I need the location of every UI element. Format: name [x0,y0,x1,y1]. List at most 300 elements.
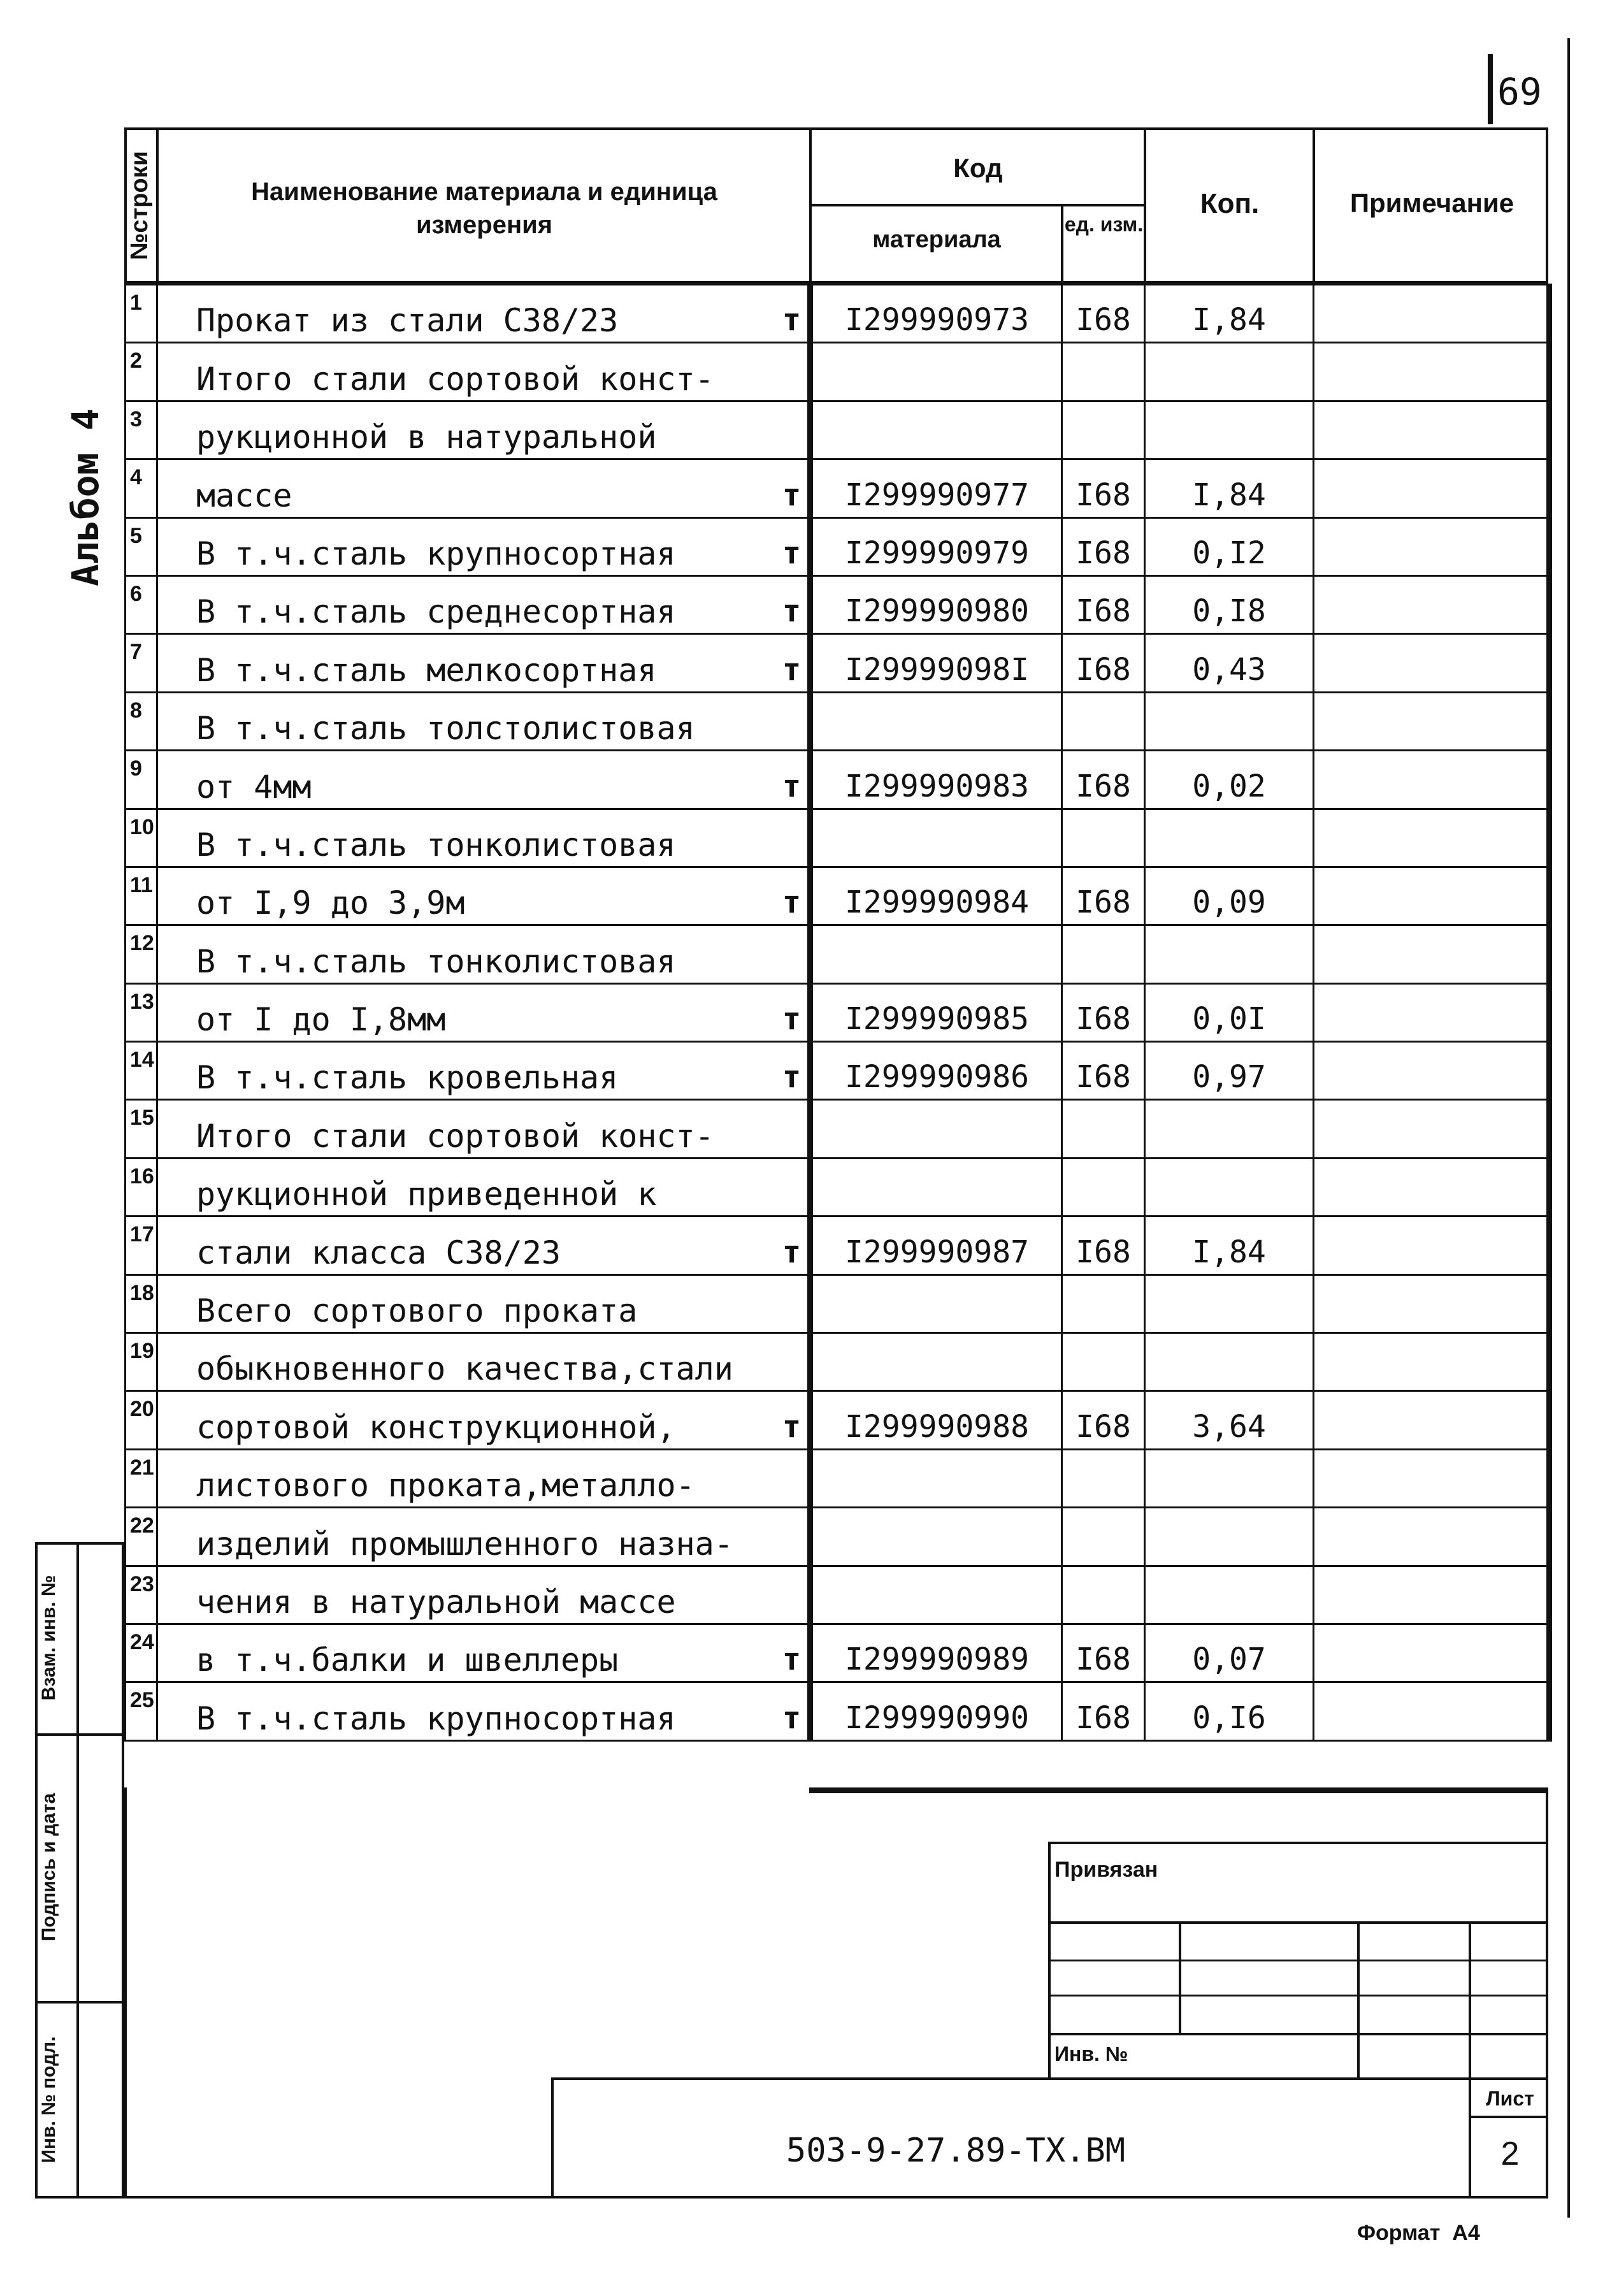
row-note [1314,1449,1550,1507]
row-quantity-text: 0,43 [1192,651,1266,688]
row-quantity-text: 0,I6 [1192,1700,1266,1736]
header-divider-qty [1144,127,1146,284]
row-unit-code [1062,1566,1145,1624]
row-number-text: 25 [130,1688,154,1713]
table-row [126,692,1550,750]
row-unit-code [1062,343,1145,401]
row-unit: т [782,1234,801,1270]
table-row [126,1508,1550,1566]
row-note [1314,751,1550,809]
row-quantity [1145,1158,1314,1216]
table-row [126,343,1550,401]
header-code-material: материала [872,226,1001,253]
table-row [126,867,1550,925]
table-row [126,285,1550,343]
row-unit-code-text: I68 [1076,1234,1131,1270]
row-material-name [157,809,810,867]
row-material-code [810,925,1062,983]
row-unit-code [1062,285,1145,343]
row-material-code-text: I299990989 [845,1642,1029,1678]
row-material-name-text: В т.ч.сталь толстолистовая [196,710,695,747]
table-row [126,1566,1550,1624]
row-quantity [1145,1682,1314,1740]
album-label: Альбом 4 [64,408,107,586]
stamp-line-1 [1048,1921,1548,1924]
row-material-code-text: I299990985 [845,1001,1029,1037]
row-material-name-text: в т.ч.балки и швеллеры [196,1642,619,1679]
left-strip-inner [76,1542,79,2199]
table-row [126,1158,1550,1216]
row-number [126,692,157,750]
row-material-name-text: от I до I,8мм [196,1001,446,1039]
row-unit: т [782,651,801,688]
row-quantity-text: 0,0I [1192,1001,1266,1037]
row-number [126,1100,157,1158]
row-unit-code [1062,809,1145,867]
row-unit-code [1062,575,1145,633]
row-material-code-text: I299990990 [845,1700,1029,1736]
row-material-name-text: В т.ч.сталь крупносортная [196,535,676,572]
row-material-name-text: Всего сортового проката [196,1292,638,1330]
row-material-code-text: I299990973 [845,302,1029,338]
row-unit-code-text: I68 [1076,768,1131,804]
row-note [1314,867,1550,925]
row-number-text: 23 [130,1571,154,1596]
row-number [126,809,157,867]
row-material-code-text: I299990984 [845,884,1029,921]
row-number-text: 2 [130,349,142,373]
row-number-text: 17 [130,1222,154,1247]
row-quantity [1145,1217,1314,1274]
table-row [126,459,1550,517]
row-quantity-text: 0,07 [1192,1642,1266,1678]
row-note [1314,1100,1550,1158]
row-quantity [1145,1449,1314,1507]
row-quantity [1145,692,1314,750]
header-code-unit: ед. изм. [1064,213,1144,236]
row-number [126,1042,157,1100]
row-unit: т [782,1059,801,1095]
row-material-code [810,517,1062,575]
row-unit-code [1062,925,1145,983]
row-material-code [810,809,1062,867]
row-number [126,983,157,1041]
row-note [1314,343,1550,401]
row-number [126,1449,157,1507]
row-note [1314,1682,1550,1740]
row-number-text: 1 [130,291,142,315]
row-material-code [810,983,1062,1041]
row-unit-code [1062,692,1145,750]
page-number: 69 [1497,70,1542,113]
row-unit-code-text: I68 [1076,1642,1131,1678]
row-quantity [1145,1042,1314,1100]
row-number-text: 20 [130,1397,154,1422]
row-unit-code [1062,459,1145,517]
row-note [1314,1158,1550,1216]
row-number [126,1217,157,1274]
row-material-code [810,401,1062,459]
row-material-name [157,343,810,401]
row-quantity [1145,1100,1314,1158]
row-quantity [1145,1391,1314,1449]
row-material-code [810,1217,1062,1274]
row-material-name [157,401,810,459]
row-note [1314,1566,1550,1624]
row-material-code [810,1449,1062,1507]
row-unit: т [782,477,801,513]
row-number-text: 4 [130,465,142,490]
row-number [126,1508,157,1566]
row-unit-code-text: I68 [1076,593,1131,630]
row-material-code-text: I299990980 [845,593,1029,630]
row-unit-code-text: I68 [1076,1408,1131,1445]
row-material-name [157,1566,810,1624]
row-number [126,634,157,692]
row-quantity-text: 3,64 [1192,1408,1266,1445]
row-number [126,517,157,575]
row-quantity-text: I,84 [1192,477,1266,513]
materials-table-body [126,285,1550,1741]
stamp-line-4 [1048,2033,1548,2035]
row-material-name [157,634,810,692]
row-note [1314,1508,1550,1566]
stamp-col-1 [1179,1921,1181,2033]
row-quantity [1145,983,1314,1041]
side-replace-inv: Взам. инв. № [38,1575,59,1701]
row-number-text: 9 [130,756,142,781]
stamp-inv-label: Инв. № [1054,2042,1128,2065]
row-quantity [1145,575,1314,633]
row-material-code [810,867,1062,925]
row-material-name [157,1217,810,1274]
row-material-name [157,751,810,809]
stamp-sheet-col [1469,2077,1471,2199]
row-material-code [810,459,1062,517]
row-material-name-text: В т.ч.сталь мелкосортная [196,651,657,689]
row-unit-code [1062,751,1145,809]
row-material-code [810,692,1062,750]
row-material-code-text: I29999098I [845,651,1029,688]
row-note [1314,1217,1550,1274]
row-material-name-text: от 4мм [196,768,312,805]
row-number [126,1624,157,1682]
row-number-text: 14 [130,1048,154,1072]
row-material-code [810,1274,1062,1332]
row-material-name [157,1333,810,1391]
header-code: Код [953,153,1003,183]
row-material-name-text: массе [196,477,292,514]
row-material-code [810,1391,1062,1449]
row-material-name-text: В т.ч.сталь среднесортная [196,593,676,631]
right-border [1567,38,1570,2218]
row-number [126,459,157,517]
row-material-name [157,692,810,750]
row-number-text: 12 [130,931,154,956]
row-material-name [157,1100,810,1158]
left-strip-div1 [35,1733,124,1736]
table-row [126,925,1550,983]
table-row [126,1274,1550,1332]
row-material-name-text: листового проката,металло- [196,1467,695,1505]
row-material-code-text: I299990983 [845,768,1029,804]
row-material-name [157,1042,810,1100]
row-unit-code [1062,867,1145,925]
row-note [1314,1624,1550,1682]
row-number [126,285,157,343]
row-unit: т [782,884,801,921]
row-number-text: 18 [130,1280,154,1305]
row-material-name [157,459,810,517]
row-number [126,343,157,401]
row-material-name [157,1391,810,1449]
row-quantity [1145,867,1314,925]
row-quantity [1145,925,1314,983]
side-inv-orig: Инв. № подл. [38,2036,59,2163]
row-unit-code [1062,1274,1145,1332]
table-row [126,1624,1550,1682]
row-material-name-text: от I,9 до 3,9м [196,884,465,922]
row-note [1314,809,1550,867]
row-unit-code [1062,1333,1145,1391]
row-note [1314,517,1550,575]
row-material-name [157,517,810,575]
row-quantity-text: I,84 [1192,1234,1266,1270]
row-number [126,1682,157,1740]
row-material-name-text: В т.ч.сталь тонколистовая [196,942,676,980]
row-material-name-text: Итого стали сортовой конст- [196,1117,714,1155]
row-unit-code [1062,634,1145,692]
row-unit-code-text: I68 [1076,1001,1131,1037]
row-material-code-text: I299990979 [845,535,1029,571]
row-material-name [157,1682,810,1740]
row-unit-code [1062,1158,1145,1216]
row-number-text: 24 [130,1629,154,1654]
header-note: Примечание [1349,188,1515,218]
row-quantity [1145,1508,1314,1566]
header-divider-code-mid [809,204,1144,206]
row-note [1314,634,1550,692]
row-material-code [810,1042,1062,1100]
row-number-text: 10 [130,814,154,839]
row-material-code [810,1158,1062,1216]
row-note [1314,1042,1550,1100]
side-sign-date: Подпись и дата [38,1793,59,1942]
table-row [126,517,1550,575]
row-material-code [810,285,1062,343]
row-material-name-text: Прокат из стали С38/23 [196,302,619,340]
row-number [126,1566,157,1624]
table-row [126,1042,1550,1100]
stamp-sheet-div [1469,2116,1548,2118]
row-material-name-text: изделий промышленного назна- [196,1525,733,1563]
row-note [1314,1274,1550,1332]
row-number-text: 7 [130,640,142,665]
row-unit-code [1062,1042,1145,1100]
row-material-code [810,1566,1062,1624]
row-material-code [810,575,1062,633]
row-number [126,1274,157,1332]
row-unit-code-text: I68 [1076,477,1131,513]
row-number [126,867,157,925]
stamp-col-3 [1469,1921,1471,2077]
row-material-name-text: Итого стали сортовой конст- [196,360,714,398]
row-material-name [157,1624,810,1682]
row-note [1314,925,1550,983]
row-number-text: 22 [130,1513,154,1538]
row-material-code-text: I299990986 [845,1059,1029,1095]
row-quantity [1145,1274,1314,1332]
row-number [126,1158,157,1216]
row-number-text: 13 [130,989,154,1014]
row-quantity-text: 0,02 [1192,768,1266,804]
table-row [126,575,1550,633]
row-unit-code [1062,401,1145,459]
left-strip-div2 [35,2001,124,2004]
row-quantity [1145,809,1314,867]
row-unit-code [1062,983,1145,1041]
header-row-number: №строки [126,151,153,260]
row-number-text: 5 [130,523,142,548]
row-unit-code-text: I68 [1076,651,1131,688]
table-row [126,1391,1550,1449]
row-material-name [157,1274,810,1332]
row-note [1314,285,1550,343]
row-material-code [810,1624,1062,1682]
row-quantity [1145,517,1314,575]
header-divider-unit [1061,204,1063,284]
stamp-bound-label: Привязан [1054,1858,1158,1882]
row-note [1314,575,1550,633]
row-unit-code-text: I68 [1076,1700,1131,1736]
stamp-sheet-label: Лист [1486,2087,1534,2110]
row-unit-code [1062,1624,1145,1682]
row-unit-code [1062,517,1145,575]
row-number-text: 3 [130,407,142,431]
stamp-col-2 [1357,1921,1360,2077]
row-number [126,401,157,459]
row-material-name-text: обыкновенного качества,стали [196,1350,733,1388]
row-unit: т [782,768,801,804]
row-note [1314,459,1550,517]
row-material-name [157,575,810,633]
row-unit: т [782,593,801,630]
row-material-name [157,1158,810,1216]
row-material-name [157,925,810,983]
row-unit-code-text: I68 [1076,535,1131,571]
row-material-name-text: чения в натуральной массе [196,1583,676,1621]
row-material-code [810,1333,1062,1391]
row-unit: т [782,1001,801,1037]
row-number [126,925,157,983]
row-unit-code-text: I68 [1076,884,1131,921]
table-row [126,1100,1550,1158]
header-qty: Коп. [1200,188,1260,219]
row-material-code-text: I299990988 [845,1408,1029,1445]
row-material-name-text: стали класса С38/23 [196,1234,561,1271]
row-material-name-text: рукционной в натуральной [196,419,657,456]
row-material-name [157,867,810,925]
row-number-text: 11 [130,872,153,897]
header-name: Наименование материала и единица измерения [251,178,717,239]
table-row [126,401,1550,459]
table-row [126,1333,1550,1391]
document-designation: 503-9-27.89-ТХ.ВМ [786,2132,1126,2170]
row-material-name-text: В т.ч.сталь тонколистовая [196,826,676,863]
row-quantity-text: 0,09 [1192,884,1266,921]
stamp-line-2 [1048,1960,1548,1961]
row-quantity [1145,634,1314,692]
row-note [1314,692,1550,750]
row-unit-code [1062,1217,1145,1274]
row-quantity [1145,401,1314,459]
row-unit: т [782,1408,801,1445]
row-number-text: 8 [130,698,142,723]
row-number-text: 19 [130,1339,154,1364]
row-unit-code [1062,1391,1145,1449]
row-material-name [157,1508,810,1566]
row-unit: т [782,1642,801,1678]
row-material-code [810,1100,1062,1158]
format-label: Формат А4 [1357,2221,1480,2245]
row-number [126,575,157,633]
table-row [126,634,1550,692]
row-material-name-text: В т.ч.сталь кровельная [196,1059,619,1097]
row-number [126,1333,157,1391]
row-note [1314,983,1550,1041]
row-number [126,1391,157,1449]
row-quantity [1145,343,1314,401]
row-material-code [810,343,1062,401]
row-unit-code-text: I68 [1076,302,1131,338]
row-unit: т [782,1700,801,1736]
materials-table [124,284,1552,1742]
row-quantity-text: 0,97 [1192,1059,1266,1095]
row-note [1314,401,1550,459]
row-unit-code [1062,1682,1145,1740]
header-divider-rowno [156,127,159,284]
row-material-code [810,751,1062,809]
row-material-code-text: I299990977 [845,477,1029,513]
row-unit: т [782,302,801,338]
row-material-code [810,1682,1062,1740]
row-material-name-text: В т.ч.сталь крупносортная [196,1700,676,1737]
row-quantity-text: I,84 [1192,302,1266,338]
header-divider-note [1313,127,1315,284]
table-row [126,1217,1550,1274]
row-material-code [810,634,1062,692]
stamp-line-3 [1048,1995,1548,1996]
row-material-name-text: сортовой конструкционной, [196,1408,676,1446]
row-number [126,751,157,809]
row-quantity [1145,751,1314,809]
row-material-name [157,1449,810,1507]
row-unit-code [1062,1449,1145,1507]
row-quantity [1145,285,1314,343]
table-row [126,1449,1550,1507]
table-row [126,809,1550,867]
stamp-sheet-number: 2 [1500,2135,1520,2172]
row-material-name [157,285,810,343]
row-unit-code [1062,1508,1145,1566]
row-note [1314,1391,1550,1449]
table-row [126,1682,1550,1740]
row-quantity-text: 0,I2 [1192,535,1266,571]
row-number-text: 16 [130,1164,154,1188]
table-row [126,983,1550,1041]
row-quantity [1145,459,1314,517]
row-number-text: 21 [130,1455,154,1480]
